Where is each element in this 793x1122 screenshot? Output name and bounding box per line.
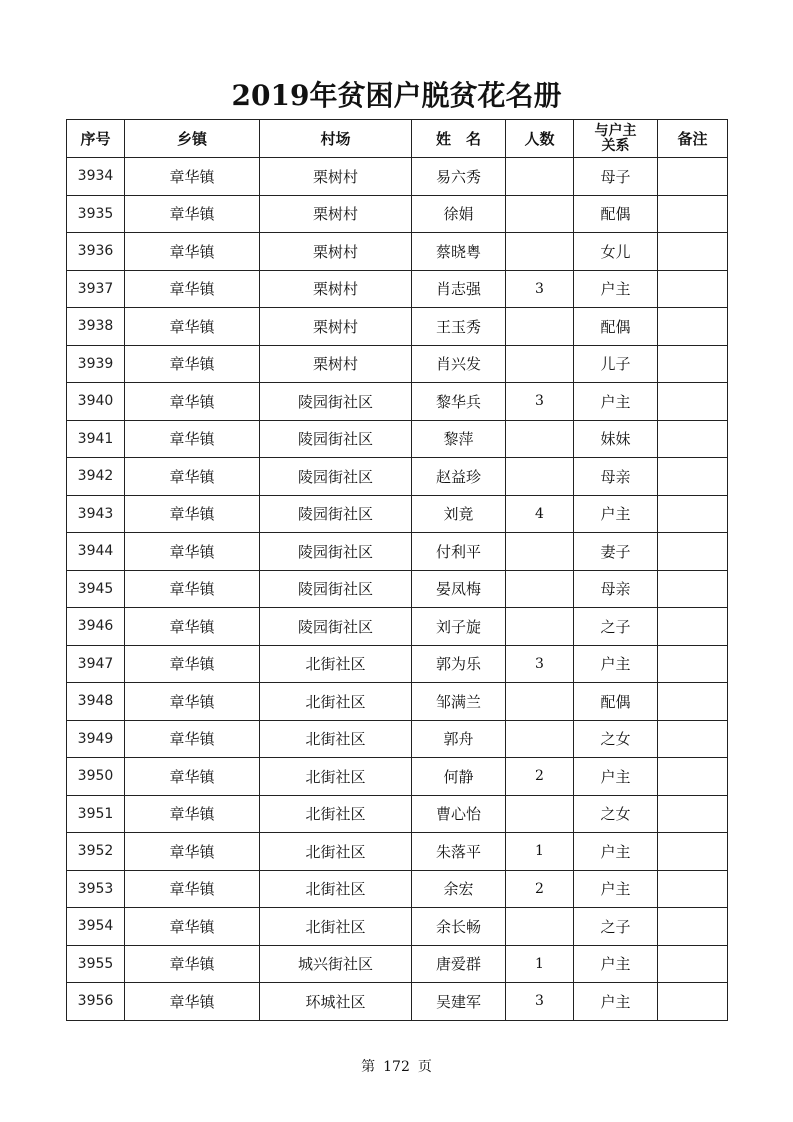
cell-index: 3956 xyxy=(67,983,125,1021)
cell-village: 栗树村 xyxy=(260,345,412,383)
cell-village: 陵园街社区 xyxy=(260,533,412,571)
cell-village: 北街社区 xyxy=(260,795,412,833)
table-row xyxy=(67,608,728,646)
cell-township: 章华镇 xyxy=(125,608,260,646)
cell-village: 北街社区 xyxy=(260,720,412,758)
table-row xyxy=(67,908,728,946)
cell-index: 3940 xyxy=(67,383,125,421)
cell-relation: 户主 xyxy=(574,383,658,421)
table-row xyxy=(67,533,728,571)
table-row xyxy=(67,645,728,683)
cell-count xyxy=(506,608,574,646)
table-row xyxy=(67,158,728,196)
table-row xyxy=(67,270,728,308)
cell-name: 易六秀 xyxy=(412,158,506,196)
cell-remarks xyxy=(658,420,728,458)
cell-relation: 户主 xyxy=(574,983,658,1021)
cell-relation: 之子 xyxy=(574,908,658,946)
header-remarks: 备注 xyxy=(658,120,728,158)
cell-count xyxy=(506,533,574,571)
cell-village: 陵园街社区 xyxy=(260,608,412,646)
header-village: 村场 xyxy=(260,120,412,158)
cell-index: 3938 xyxy=(67,308,125,346)
cell-village: 栗树村 xyxy=(260,195,412,233)
table-row xyxy=(67,570,728,608)
cell-village: 环城社区 xyxy=(260,983,412,1021)
cell-name: 蔡晓粤 xyxy=(412,233,506,271)
cell-name: 曹心怡 xyxy=(412,795,506,833)
cell-township: 章华镇 xyxy=(125,458,260,496)
page-footer xyxy=(0,1056,793,1076)
cell-index: 3944 xyxy=(67,533,125,571)
cell-index: 3952 xyxy=(67,833,125,871)
header-relation xyxy=(574,120,658,158)
cell-index: 3935 xyxy=(67,195,125,233)
cell-count: 2 xyxy=(506,758,574,796)
roster-table xyxy=(66,119,728,1021)
cell-index: 3951 xyxy=(67,795,125,833)
cell-township: 章华镇 xyxy=(125,233,260,271)
cell-name: 黎华兵 xyxy=(412,383,506,421)
cell-remarks xyxy=(658,570,728,608)
cell-index: 3937 xyxy=(67,270,125,308)
table-row xyxy=(67,308,728,346)
cell-name: 刘竟 xyxy=(412,495,506,533)
cell-relation: 母子 xyxy=(574,158,658,196)
cell-index: 3943 xyxy=(67,495,125,533)
header-township: 乡镇 xyxy=(125,120,260,158)
cell-relation: 女儿 xyxy=(574,233,658,271)
cell-village: 城兴街社区 xyxy=(260,945,412,983)
cell-township: 章华镇 xyxy=(125,720,260,758)
cell-remarks xyxy=(658,645,728,683)
cell-township: 章华镇 xyxy=(125,833,260,871)
cell-count: 3 xyxy=(506,983,574,1021)
cell-count xyxy=(506,683,574,721)
cell-count: 3 xyxy=(506,383,574,421)
table-body xyxy=(67,158,728,1021)
cell-remarks xyxy=(658,683,728,721)
cell-remarks xyxy=(658,795,728,833)
table-row xyxy=(67,758,728,796)
cell-remarks xyxy=(658,758,728,796)
cell-remarks xyxy=(658,233,728,271)
cell-township: 章华镇 xyxy=(125,158,260,196)
cell-index: 3939 xyxy=(67,345,125,383)
cell-name: 吴建军 xyxy=(412,983,506,1021)
cell-name: 付利平 xyxy=(412,533,506,571)
cell-name: 余宏 xyxy=(412,870,506,908)
cell-index: 3947 xyxy=(67,645,125,683)
table-row xyxy=(67,833,728,871)
cell-count: 4 xyxy=(506,495,574,533)
cell-village: 栗树村 xyxy=(260,158,412,196)
cell-count xyxy=(506,458,574,496)
cell-count xyxy=(506,195,574,233)
cell-relation: 户主 xyxy=(574,945,658,983)
cell-village: 陵园街社区 xyxy=(260,420,412,458)
cell-count xyxy=(506,908,574,946)
table-row xyxy=(67,945,728,983)
cell-count xyxy=(506,795,574,833)
cell-township: 章华镇 xyxy=(125,345,260,383)
cell-village: 栗树村 xyxy=(260,270,412,308)
cell-count xyxy=(506,345,574,383)
cell-village: 北街社区 xyxy=(260,683,412,721)
cell-relation: 户主 xyxy=(574,758,658,796)
cell-relation: 妹妹 xyxy=(574,420,658,458)
cell-count xyxy=(506,233,574,271)
cell-relation: 配偶 xyxy=(574,683,658,721)
cell-village: 陵园街社区 xyxy=(260,383,412,421)
table-header-row xyxy=(67,120,728,158)
cell-name: 何静 xyxy=(412,758,506,796)
header-index: 序号 xyxy=(67,120,125,158)
cell-count: 3 xyxy=(506,645,574,683)
cell-name: 余长畅 xyxy=(412,908,506,946)
cell-count: 1 xyxy=(506,945,574,983)
cell-relation: 户主 xyxy=(574,495,658,533)
cell-remarks xyxy=(658,908,728,946)
cell-index: 3946 xyxy=(67,608,125,646)
cell-remarks xyxy=(658,608,728,646)
cell-name: 唐爱群 xyxy=(412,945,506,983)
cell-relation: 配偶 xyxy=(574,195,658,233)
cell-village: 北街社区 xyxy=(260,908,412,946)
cell-relation: 妻子 xyxy=(574,533,658,571)
cell-township: 章华镇 xyxy=(125,533,260,571)
cell-village: 陵园街社区 xyxy=(260,570,412,608)
cell-relation: 户主 xyxy=(574,870,658,908)
cell-remarks xyxy=(658,458,728,496)
cell-count xyxy=(506,308,574,346)
cell-name: 赵益珍 xyxy=(412,458,506,496)
cell-name: 王玉秀 xyxy=(412,308,506,346)
cell-township: 章华镇 xyxy=(125,570,260,608)
cell-township: 章华镇 xyxy=(125,420,260,458)
cell-count: 2 xyxy=(506,870,574,908)
table-row xyxy=(67,795,728,833)
table-row xyxy=(67,983,728,1021)
cell-relation: 儿子 xyxy=(574,345,658,383)
cell-index: 3954 xyxy=(67,908,125,946)
cell-township: 章华镇 xyxy=(125,645,260,683)
cell-name: 刘子旋 xyxy=(412,608,506,646)
cell-village: 北街社区 xyxy=(260,758,412,796)
cell-remarks xyxy=(658,195,728,233)
cell-count: 3 xyxy=(506,270,574,308)
cell-name: 郭为乐 xyxy=(412,645,506,683)
cell-relation: 之女 xyxy=(574,795,658,833)
cell-index: 3936 xyxy=(67,233,125,271)
cell-count xyxy=(506,720,574,758)
cell-township: 章华镇 xyxy=(125,945,260,983)
table-row xyxy=(67,495,728,533)
cell-relation: 户主 xyxy=(574,270,658,308)
header-count: 人数 xyxy=(506,120,574,158)
cell-village: 北街社区 xyxy=(260,870,412,908)
table-row xyxy=(67,383,728,421)
cell-village: 栗树村 xyxy=(260,308,412,346)
cell-count xyxy=(506,158,574,196)
cell-count xyxy=(506,420,574,458)
cell-township: 章华镇 xyxy=(125,270,260,308)
footer-prefix: 第 xyxy=(361,1059,376,1075)
cell-township: 章华镇 xyxy=(125,308,260,346)
cell-village: 陵园街社区 xyxy=(260,495,412,533)
cell-township: 章华镇 xyxy=(125,908,260,946)
cell-township: 章华镇 xyxy=(125,383,260,421)
cell-township: 章华镇 xyxy=(125,495,260,533)
cell-remarks xyxy=(658,495,728,533)
table-row xyxy=(67,420,728,458)
cell-relation: 母亲 xyxy=(574,570,658,608)
cell-index: 3955 xyxy=(67,945,125,983)
cell-name: 徐娟 xyxy=(412,195,506,233)
cell-relation: 配偶 xyxy=(574,308,658,346)
cell-index: 3950 xyxy=(67,758,125,796)
cell-relation: 之女 xyxy=(574,720,658,758)
cell-township: 章华镇 xyxy=(125,795,260,833)
cell-relation: 户主 xyxy=(574,645,658,683)
table-row xyxy=(67,720,728,758)
cell-township: 章华镇 xyxy=(125,870,260,908)
cell-name: 朱落平 xyxy=(412,833,506,871)
cell-index: 3945 xyxy=(67,570,125,608)
cell-name: 邹满兰 xyxy=(412,683,506,721)
cell-index: 3949 xyxy=(67,720,125,758)
cell-index: 3934 xyxy=(67,158,125,196)
cell-remarks xyxy=(658,308,728,346)
header-relation-text: 与户主关系 xyxy=(594,122,637,154)
table-row xyxy=(67,458,728,496)
cell-remarks xyxy=(658,383,728,421)
header-name: 姓 名 xyxy=(412,120,506,158)
cell-relation: 之子 xyxy=(574,608,658,646)
cell-remarks xyxy=(658,345,728,383)
cell-name: 晏凤梅 xyxy=(412,570,506,608)
cell-index: 3953 xyxy=(67,870,125,908)
cell-village: 栗树村 xyxy=(260,233,412,271)
footer-suffix: 页 xyxy=(417,1059,432,1075)
cell-village: 北街社区 xyxy=(260,645,412,683)
cell-name: 肖兴发 xyxy=(412,345,506,383)
table-row xyxy=(67,683,728,721)
cell-township: 章华镇 xyxy=(125,683,260,721)
cell-name: 郭舟 xyxy=(412,720,506,758)
cell-remarks xyxy=(658,833,728,871)
cell-township: 章华镇 xyxy=(125,758,260,796)
cell-name: 黎萍 xyxy=(412,420,506,458)
cell-village: 陵园街社区 xyxy=(260,458,412,496)
cell-township: 章华镇 xyxy=(125,983,260,1021)
cell-remarks xyxy=(658,945,728,983)
cell-index: 3941 xyxy=(67,420,125,458)
cell-index: 3942 xyxy=(67,458,125,496)
cell-relation: 母亲 xyxy=(574,458,658,496)
table-row xyxy=(67,870,728,908)
cell-remarks xyxy=(658,533,728,571)
table-row xyxy=(67,233,728,271)
cell-count xyxy=(506,570,574,608)
page-title: 2019年贫困户脱贫花名册 xyxy=(231,79,562,112)
cell-remarks xyxy=(658,870,728,908)
cell-remarks xyxy=(658,158,728,196)
cell-remarks xyxy=(658,983,728,1021)
cell-village: 北街社区 xyxy=(260,833,412,871)
table-row xyxy=(67,345,728,383)
cell-remarks xyxy=(658,270,728,308)
cell-index: 3948 xyxy=(67,683,125,721)
cell-name: 肖志强 xyxy=(412,270,506,308)
cell-relation: 户主 xyxy=(574,833,658,871)
cell-remarks xyxy=(658,720,728,758)
footer-page-number: 172 xyxy=(383,1059,410,1075)
table-row xyxy=(67,195,728,233)
cell-count: 1 xyxy=(506,833,574,871)
cell-township: 章华镇 xyxy=(125,195,260,233)
